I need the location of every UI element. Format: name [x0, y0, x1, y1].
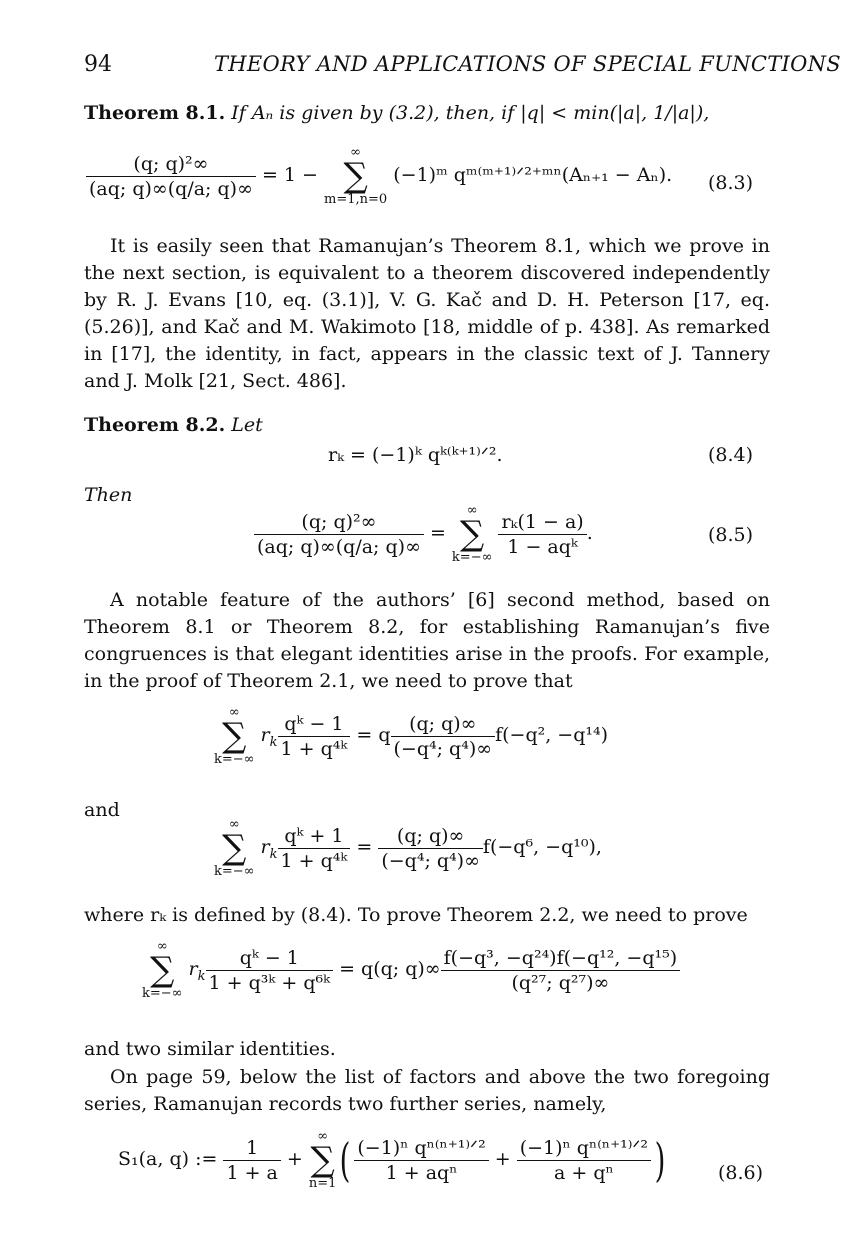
- theorem-8-1-label: Theorem 8.1.: [84, 102, 226, 124]
- page-number: 94: [84, 52, 112, 77]
- eq-number-8-4: (8.4): [708, 444, 754, 466]
- identity-theorem-2-1-b: ∞ ∑ k=−∞ $r_k$ $\frac{\text{qᵏ + 1}}{\text{1 + q⁴ᵏ}}$ = $\frac{(q; q)\infty}{\text{(−q⁴; q⁴)∞}}$ f(−q⁶, −q¹⁰),: [214, 817, 602, 879]
- eq83-lhs-fraction: $\frac{\text{(q; q)²∞}}{(aq; q)\infty(q/a; q)\infty}$: [86, 153, 256, 200]
- equation-8-5: $\frac{\text{(q; q)²∞}}{(aq; q)\infty(q/a; q)\infty}$ = ∞ ∑ k=−∞ $\frac{\text{rₖ(1 − a)}}{\text{1 − aqᵏ}}$ .: [254, 504, 593, 564]
- and-word: and: [84, 799, 120, 821]
- identity-theorem-2-2: ∞ ∑ k=−∞ $r_k$ $\frac{\text{qᵏ − 1}}{\text{1 + q³ᵏ + q⁶ᵏ}}$ = q(q; q)∞ $\frac{\text{f(−q³, −q²⁴)f(−q¹², −q¹⁵)}}{\text{(q²⁷; q²⁷)∞}}$: [142, 940, 680, 1000]
- equation-8-6: S₁(a, q) := $\frac{1}{1 + a}$ + ∞ ∑ n=1 ( $\frac{\text{(−1)ⁿ qⁿ⁽ⁿ⁺¹⁾ᐟ²}}{\text{1 + aqⁿ}}$ + $\frac{\text{(−1)ⁿ qⁿ⁽ⁿ⁺¹⁾ᐟ²}}{\text{a + qⁿ}}$ ): [118, 1129, 666, 1191]
- paragraph-notable-feature: A notable feature of the authors’ [6] second method, based on Theorem 8.1 or Theorem 8.2, for establishing Ramanujan’s five congruences is that elegant identities arise in the proofs. For example, in the proof of Theorem 2.1, we need to prove that: [84, 589, 770, 692]
- equation-8-3: $\frac{\text{(q; q)²∞}}{(aq; q)\infty(q/a; q)\infty}$ = 1 − ∞ ∑ m=1,n=0 (−1)ᵐ qᵐ⁽ᵐ⁺¹⁾ᐟ²⁺ᵐⁿ(Aₙ₊₁ − Aₙ).: [86, 146, 672, 206]
- running-title: THEORY AND APPLICATIONS OF SPECIAL FUNCTIONS: [214, 52, 841, 76]
- identity-theorem-2-1-a: ∞ ∑ k=−∞ $r_k$ $\frac{\text{qᵏ − 1}}{\text{1 + q⁴ᵏ}}$ = q $\frac{(q; q)\infty}{\text{(−q⁴; q⁴)∞}}$ f(−q², −q¹⁴): [214, 705, 609, 767]
- paragraph-two-similar: and two similar identities.: [84, 1038, 336, 1060]
- paragraph-where-rk: where rₖ is defined by (8.4). To prove Theorem 2.2, we need to prove: [84, 904, 748, 926]
- then-word: Then: [84, 484, 133, 506]
- paragraph-page-59: On page 59, below the list of factors and above the two foregoing series, Ramanujan records two further series, namely,: [84, 1066, 770, 1115]
- eq83-sum: ∞ ∑ m=1,n=0: [324, 145, 388, 207]
- paragraph-ramanujan-theorem: It is easily seen that Ramanujan’s Theorem 8.1, which we prove in the next section, is equivalent to a theorem discovered independently by R. J. Evans [10, eq. (3.1)], V. G. Kač and D. H. Peterson [17, eq. (5.26)], and Kač and M. Wakimoto [18, middle of p. 438]. As remarked in [17], the identity, in fact, appears in the classic text of J. Tannery and J. Molk [21, Sect. 486].: [84, 235, 770, 392]
- eq85-sum: ∞ ∑ k=−∞: [451, 503, 493, 565]
- theorem-8-1-statement: [84, 100, 770, 127]
- theorem-8-2-label: Theorem 8.2.: [84, 414, 226, 436]
- eq-number-8-5: (8.5): [708, 524, 754, 546]
- eq-number-8-3: (8.3): [708, 172, 754, 194]
- equation-8-4: rₖ = (−1)ᵏ qᵏ⁽ᵏ⁺¹⁾ᐟ².: [328, 444, 503, 466]
- theorem-8-1-text: If Aₙ is given by (3.2), then, if |q| < min(|a|, 1/|a|),: [231, 102, 710, 124]
- theorem-8-2-heading: Theorem 8.2. Let: [84, 414, 263, 436]
- eq-number-8-6: (8.6): [718, 1162, 764, 1184]
